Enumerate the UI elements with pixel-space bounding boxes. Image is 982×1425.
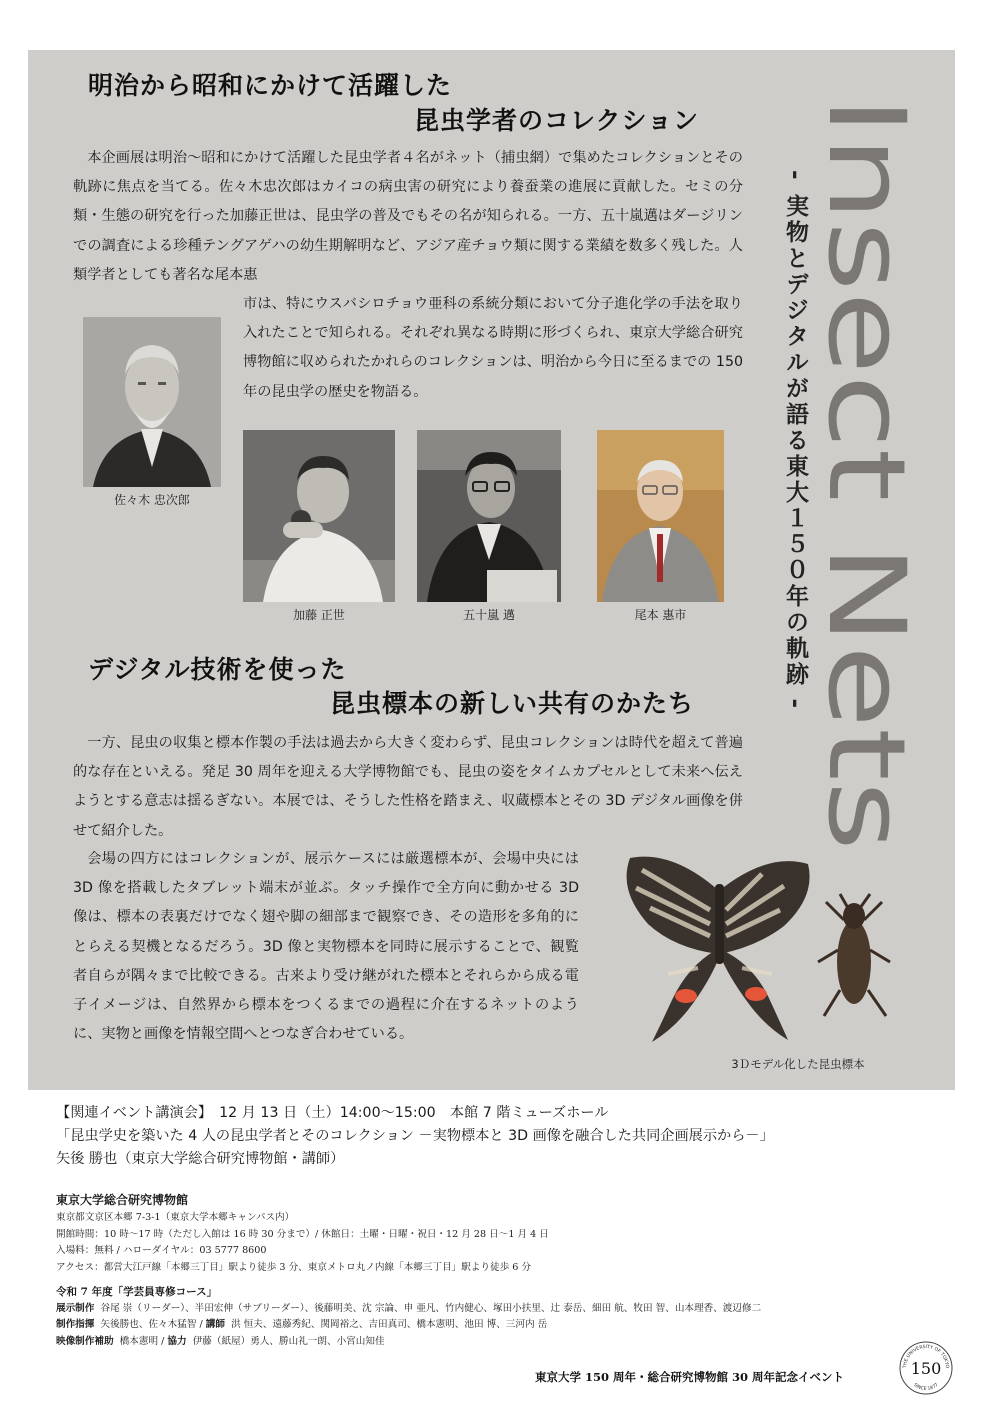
credits-direction: 制作指揮 矢後勝也、佐々木猛智 / 講師 洪 恒夫、遠藤秀紀、関岡裕之、吉田真司、橋本憲明、池田 博、三河内 岳 [56, 1319, 548, 1330]
event-line1: 【関連イベント講演会】 12 月 13 日（土）14:00～15:00 本館 7 階ミューズホール [56, 1105, 609, 1121]
section2-heading-line2: 昆虫標本の新しい共有のかたち [330, 689, 695, 718]
museum-access: アクセス：都営大江戸線「本郷三丁目」駅より徒歩 3 分、東京メトロ丸ノ内線「本郷三丁目」駅より徒歩 6 分 [56, 1261, 532, 1273]
cooperation-names: 伊藤（紙屋）勇人、勝山礼一朗、小宮山知佳 [192, 1335, 385, 1347]
butterfly-icon [627, 857, 810, 1042]
utokyo-150-seal [898, 1340, 954, 1396]
credits-video: 映像制作補助 橋本憲明 / 協力 伊藤（紙屋）勇人、勝山礼一朗、小宮山知佳 [56, 1335, 385, 1347]
beetle-icon [818, 894, 890, 1016]
section2-para1: 一方、昆虫の収集と標本作製の手法は過去から大きく変わらず、昆虫コレクションは時代を超えて普遍的な存在といえる。発足 30 周年を迎える大学博物館でも、昆虫の姿をタイムカプセルとして未来へ伝えようとする意志は揺るぎない。本展では、そうした性格を踏まえ、収蔵標本とその 3D デジタル画像を併せて紹介した。 [73, 735, 743, 839]
portrait-sasaki-caption: 佐々木 忠次郎 [114, 493, 190, 507]
museum-admission: 入場料：無料 / ハローダイヤル：03 5777 8600 [56, 1245, 267, 1256]
section1-body-cont: 市は、特にウスバシロチョウ亜科の系統分類において分子進化学の手法を取り入れたことで知られる。それぞれ異なる時期に形づくられ、東京大学総合研究博物館に収められたかれらのコレクションは、明治から今日に至るまでの 150 年の昆虫学の歴史を物語る。 [243, 296, 743, 400]
exhibition-subtitle: - 実物とデジタルが語る東大１５０年の軌跡 - [782, 170, 808, 712]
specimen-3d-image [612, 850, 902, 1050]
portrait-omoto-photo [597, 430, 724, 602]
credits-production [56, 1301, 761, 1318]
section1-body: 本企画展は明治～昭和にかけて活躍した昆虫学者４名がネット（捕虫網）で集めたコレクションとその軌跡に焦点を当てる。佐々木忠次郎はカイコの病虫害の研究により養蚕業の進展に貢献した。セミの分類・生態の研究を行った加藤正世は、昆虫学の普及でもその名が知られる。一方、五十嵐邁はダージリンでの調査による珍種テングアゲハの幼生期解明など、アジア産チョウ類に関する業績を数多く残した。人類学者としても著名な尾本惠 [73, 150, 743, 283]
museum-name: 東京大学総合研究博物館 [56, 1193, 189, 1207]
cooperation-label: 協力 [167, 1335, 187, 1347]
production-label: 展示制作 [56, 1302, 95, 1314]
section1-heading-line2: 昆虫学者のコレクション [414, 106, 700, 135]
lecturer-names: 洪 恒夫、遠藤秀紀、関岡裕之、吉田真司、橋本憲明、池田 博、三河内 岳 [231, 1319, 548, 1330]
svg-text:THE UNIVERSITY OF TOKYO: THE UNIVERSITY OF TOKYO [902, 1344, 950, 1369]
portrait-igarashi-caption: 五十嵐 邁 [463, 608, 515, 622]
production-names: 谷尾 崇（リーダー）、半田宏伸（サブリーダー）、後藤明美、沈 宗論、申 亜凡、竹内健心、塚田小扶里、辻 泰岳、細田 航、牧田 智、山本理香、渡辺修二 [100, 1302, 762, 1314]
svg-text:Insect Nets: Insect Nets [805, 96, 928, 690]
lecturer-label: 講師 [205, 1319, 225, 1330]
museum-hours: 開館時間：10 時～17 時（ただし入館は 16 時 30 分まで）/ 休館日：土曜・日曜・祝日・12 月 28 日～1 月 4 日 [56, 1228, 549, 1240]
event-line3: 矢後 勝也（東京大学総合研究博物館・講師） [56, 1151, 345, 1167]
portrait-igarashi-photo [417, 430, 561, 602]
svg-text:SINCE 1877: SINCE 1877 [912, 1382, 940, 1393]
direction-label: 制作指揮 [56, 1319, 95, 1330]
section2-heading-line1: デジタル技術を使った [88, 655, 347, 684]
portrait-kato-photo [243, 430, 395, 602]
direction-names: 矢後勝也、佐々木猛智 [100, 1319, 197, 1330]
museum-info [56, 1190, 761, 1350]
exhibition-title [805, 86, 928, 866]
portrait-kato-caption: 加藤 正世 [293, 608, 345, 622]
event-line2: 「昆虫学史を築いた 4 人の昆虫学者とそのコレクション －実物標本と 3D 画像を融合した共同企画展示から－」 [56, 1128, 774, 1144]
section1-heading-line1: 明治から昭和にかけて活躍した [88, 71, 453, 100]
related-event [56, 1102, 774, 1171]
anniversary-footer: 東京大学 150 周年・総合研究博物館 30 周年記念イベント [535, 1370, 845, 1384]
video-names: 橋本憲明 [119, 1335, 159, 1347]
specimen-caption: 3Ｄモデル化した昆虫標本 [731, 1057, 865, 1071]
portrait-sasaki-photo [83, 317, 221, 487]
svg-text:150: 150 [910, 1359, 942, 1378]
portrait-omoto-caption: 尾本 惠市 [634, 608, 687, 622]
video-label: 映像制作補助 [56, 1335, 114, 1347]
credits-course: 令和 7 年度「学芸員専修コース」 [56, 1286, 218, 1298]
museum-address: 東京都文京区本郷 7-3-1（東京大学本郷キャンパス内） [56, 1212, 295, 1223]
section2-para2: 会場の四方にはコレクションが、展示ケースには厳選標本が、会場中央には 3D 像を搭載したタブレット端末が並ぶ。タッチ操作で全方向に動かせる 3D 像は、標本の表裏だけでなく翅や脚の細部まで観察でき、その造形を多角的にとらえる契機となるだろう。3D 像と実物標本を同時に展示することで、観覧者自らが隅々まで比較できる。古来より受け継がれた標本とそれらから成る電子イメージは、自然界から標本をつくるまでの過程に介在するネットのように、実物と画像を情報空間へとつなぎ合わせている。 [73, 851, 579, 1043]
